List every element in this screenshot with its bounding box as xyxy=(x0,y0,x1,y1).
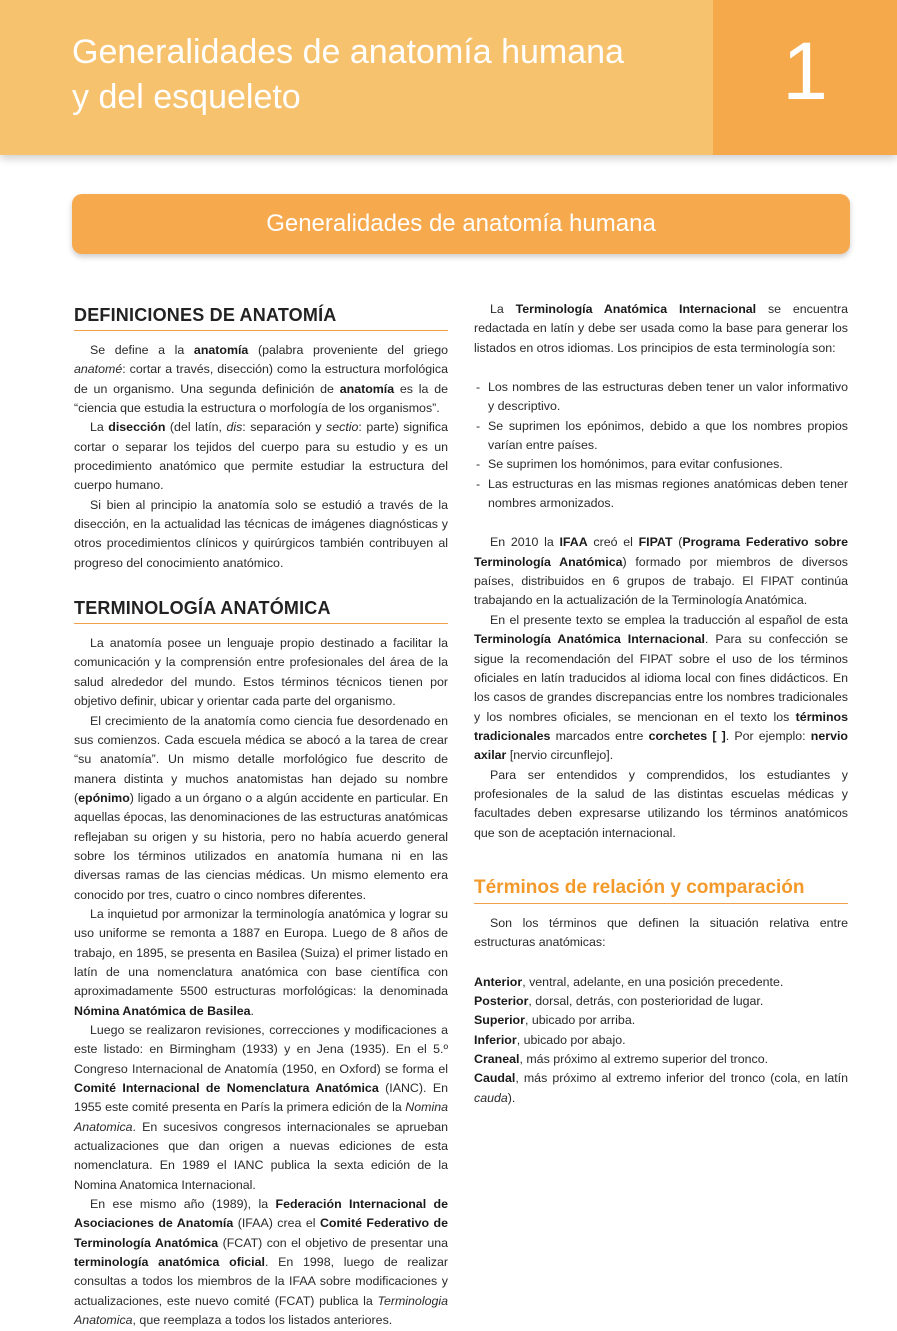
list-item: - Se suprimen los epónimos, debido a que los nombres propios varían entre países. xyxy=(474,417,848,456)
terminologia-paragraph-2: El crecimiento de la anatomía como ciencia fue desordenado en sus comienzos. Cada escuela médica se abocó a la tarea de crear “su anatomía”. Un mismo detalle morfológico fue descrito de manera distinta y muchos anatomistas han dejado su nombre (epónimo) ligado a un órgano o a algún accidente en particular. En aquellas épocas, las denominaciones de las estructuras anatómicas reflejaban su origen y su historia, pero no había acuerdo general sobre los términos utilizados en anatomía humana ni en las diversas ramas de las ciencias médicas. Un mismo elemento era conocido por tres, cuatro o cinco nombres diferentes. xyxy=(74,713,448,902)
chapter-title-line2: y del esqueleto xyxy=(72,78,301,116)
definiciones-heading: DEFINICIONES DE ANATOMÍA xyxy=(74,300,448,331)
list-item: Posterior, dorsal, detrás, con posterioridad de lugar. xyxy=(474,993,764,1008)
terminologia-paragraph-4: Luego se realizaron revisiones, correcciones y modificaciones a este listado: en Birmingham (1933) y en Jena (1935). En el 5.º Congreso Internacional de Anatomía (1950, en Oxford) se forma el Comité Internacional de Nomenclatura Anatómica (IANC). En 1955 este comité presenta en París la primera edición de la Nomina Anatomica. En sucesivos congresos internacionales se aprueban actualizaciones que dan origen a nuevas ediciones de esta nomenclatura. En 1989 el IANC publica la sexta edición de la Nomina Anatomica Internacional. xyxy=(74,1023,448,1192)
terminologia-paragraph-9: Para ser entendidos y comprendidos, los estudiantes y profesionales de la salud de las distintas escuelas médicas y facultades deben expresarse utilizando los términos anatómicos que son de aceptación internacional. xyxy=(474,767,848,840)
terminologia-paragraph-1: La anatomía posee un lenguaje propio destinado a facilitar la comunicación y la comprensión entre profesionales del área de la salud alrededor del mundo. Estos términos técnicos tienen por objetivo definir, ubicar y orientar cada parte del organismo. xyxy=(74,636,448,709)
principles-list xyxy=(474,378,848,513)
terminologia-heading: TERMINOLOGÍA ANATÓMICA xyxy=(74,593,448,624)
list-item: - Se suprimen los homónimos, para evitar confusiones. xyxy=(474,455,848,474)
chapter-title-line1: Generalidades de anatomía humana xyxy=(72,33,624,71)
section-title-bar xyxy=(72,194,850,254)
terminologia-paragraph-7: En 2010 la IFAA creó el FIPAT (Programa Federativo sobre Terminología Anatómica) formado por miembros de diversos países, distribuidos en 6 grupos de trabajo. El FIPAT continúa trabajando en la actualización de la Terminología Anatómica. xyxy=(474,535,848,608)
terminologia-paragraph-5-start: En ese mismo año (1989), la Federación Internacional de Asociaciones de Anatomía (IFAA) crea el Comité Federativo de Terminología Anatómica (FCAT) con el objetivo de presentar una terminología anatómica oficial. En 1998, luego de realizar consultas a todos los miembros de la IFAA sobre modificaciones y actualizaciones, este nuevo comité (FCAT) publica la Terminologia Anatomica, que reemplaza a todos los listados anteriores. xyxy=(74,1197,448,1328)
definiciones-paragraph-2: La disección (del latín, dis: separación y sectio: parte) significa cortar o separar los tejidos del cuerpo para su estudio y es un procedimiento anatómico que permite estudiar la estructura del cuerpo humano. xyxy=(74,420,448,493)
definiciones-paragraph-3: Si bien al principio la anatomía solo se estudió a través de la disección, en la actualidad las técnicas de imágenes diagnósticas y otros procedimientos clínicos y quirúrgicos también contribuyen al progreso del conocimiento anatómico. xyxy=(74,497,448,570)
terminologia-paragraph-6: La Terminología Anatómica Internacional se encuentra redactada en latín y debe ser usada como la base para generar los listados en otros idiomas. Los principios de esta terminología son: xyxy=(474,302,848,355)
relacion-heading: Términos de relación y comparación xyxy=(474,873,848,904)
chapter-number-block xyxy=(713,0,897,155)
chapter-title xyxy=(72,30,692,120)
list-item: Superior, ubicado por arriba. xyxy=(474,1013,636,1028)
list-item: Anterior, ventral, adelante, en una posición precedente. xyxy=(474,974,784,989)
left-column xyxy=(74,300,448,1331)
chapter-header xyxy=(0,0,897,155)
right-column xyxy=(474,300,848,1108)
terminologia-paragraph-3: La inquietud por armonizar la terminología anatómica y lograr su uso uniforme se remonta a 1887 en Europa. Luego de 8 años de trabajo, en 1895, se presenta en Basilea (Suiza) el primer listado en latín de una nomenclatura anatómica con base científica con aproximadamente 5500 estructuras morfológicas: la denominada Nómina Anatómica de Basilea. xyxy=(74,906,448,1018)
section-title: Generalidades de anatomía humana xyxy=(266,210,656,237)
list-item: - Las estructuras en las mismas regiones anatómicas deben tener nombres armonizados. xyxy=(474,475,848,514)
list-item: - Los nombres de las estructuras deben tener un valor informativo y descriptivo. xyxy=(474,378,848,417)
chapter-number: 1 xyxy=(782,26,828,117)
list-item: Caudal, más próximo al extremo inferior del tronco (cola, en latín cauda). xyxy=(474,1071,848,1105)
definiciones-paragraph-1: Se define a la anatomía (palabra proveniente del griego anatomé: cortar a través, disección) como la estructura morfológica de un organismo. Una segunda definición de anatomía es la de “ciencia que estudia la estructura o morfología de los organismos”. xyxy=(74,343,448,416)
relacion-intro: Son los términos que definen la situación relativa entre estructuras anatómicas: xyxy=(474,915,848,950)
list-item: Craneal, más próximo al extremo superior del tronco. xyxy=(474,1052,769,1066)
relation-terms-list xyxy=(474,973,848,1108)
list-item: Inferior, ubicado por abajo. xyxy=(474,1032,626,1047)
terminologia-paragraph-8: En el presente texto se emplea la traducción al español de esta Terminología Anatómica Internacional. Para su confección se sigue la recomendación del FIPAT sobre el uso de los términos oficiales en latín traducidos al idioma local con fines didácticos. En los casos de grandes discrepancias entre los nombres tradicionales y los nombres oficiales, se mencionan en el texto los términos tradicionales marcados entre corchetes [ ]. Por ejemplo: nervio axilar [nervio circunflejo]. xyxy=(474,612,848,763)
